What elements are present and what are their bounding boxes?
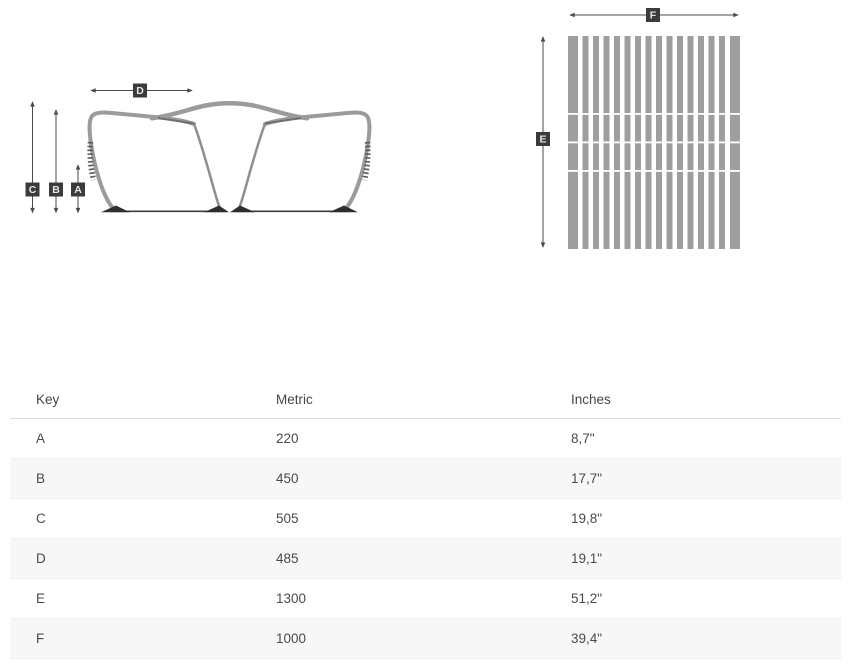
slat-seam-line xyxy=(568,113,740,115)
cell-metric: 505 xyxy=(276,511,299,526)
cell-key: E xyxy=(36,591,46,606)
right-chair-inner-edge xyxy=(240,124,266,208)
slatted-top-view xyxy=(568,36,740,249)
table-row xyxy=(10,499,841,539)
column-header-metric: Metric xyxy=(276,391,313,407)
chair-foot xyxy=(101,206,130,213)
cell-inches: 8,7" xyxy=(571,431,595,446)
top-view-diagram xyxy=(536,8,740,249)
svg-text:C: C xyxy=(28,184,37,196)
dimension-label-d xyxy=(133,84,147,98)
table-header-row xyxy=(10,380,841,419)
front-view-diagram xyxy=(26,84,370,213)
svg-text:F: F xyxy=(649,9,657,22)
slat-seam-line xyxy=(568,142,740,144)
cell-metric: 450 xyxy=(276,471,299,486)
cell-key: C xyxy=(36,511,46,526)
left-chair-inner-edge xyxy=(194,124,220,208)
dimension-label-b xyxy=(49,183,63,197)
table-row xyxy=(10,579,841,619)
dimension-label-f xyxy=(646,8,660,22)
cell-key: B xyxy=(36,471,46,486)
dimensions-table xyxy=(10,380,841,659)
table-row xyxy=(10,539,841,579)
backrest-hump-outline xyxy=(152,103,307,118)
cell-key: F xyxy=(36,631,45,646)
cell-inches: 17,7" xyxy=(571,471,603,486)
svg-text:D: D xyxy=(136,85,144,97)
slat-seam-line xyxy=(568,170,740,172)
cell-metric: 1300 xyxy=(276,591,307,606)
dimensions-diagram xyxy=(0,0,849,300)
cell-inches: 51,2" xyxy=(571,591,603,606)
dimension-label-e xyxy=(536,132,550,146)
cell-metric: 485 xyxy=(276,551,299,566)
cell-key: A xyxy=(36,431,46,446)
table-row xyxy=(10,419,841,459)
svg-text:B: B xyxy=(52,184,60,196)
dimension-label-c xyxy=(26,183,40,197)
column-header-inches: Inches xyxy=(571,391,611,407)
svg-text:E: E xyxy=(539,133,547,146)
cell-metric: 1000 xyxy=(276,631,307,646)
cell-inches: 39,4" xyxy=(571,631,603,646)
column-header-key: Key xyxy=(36,391,60,407)
right-chair-outline xyxy=(265,112,369,207)
cell-inches: 19,8" xyxy=(571,511,603,526)
chair-foot xyxy=(204,206,229,213)
table-row xyxy=(10,619,841,659)
cell-key: D xyxy=(36,551,46,566)
chair-foot xyxy=(230,206,255,213)
table-row xyxy=(10,459,841,499)
chair-foot xyxy=(329,206,358,213)
cell-inches: 19,1" xyxy=(571,551,603,566)
svg-text:A: A xyxy=(74,184,82,196)
cell-metric: 220 xyxy=(276,431,299,446)
left-chair-outline xyxy=(90,112,194,207)
dimension-label-a xyxy=(71,183,85,197)
